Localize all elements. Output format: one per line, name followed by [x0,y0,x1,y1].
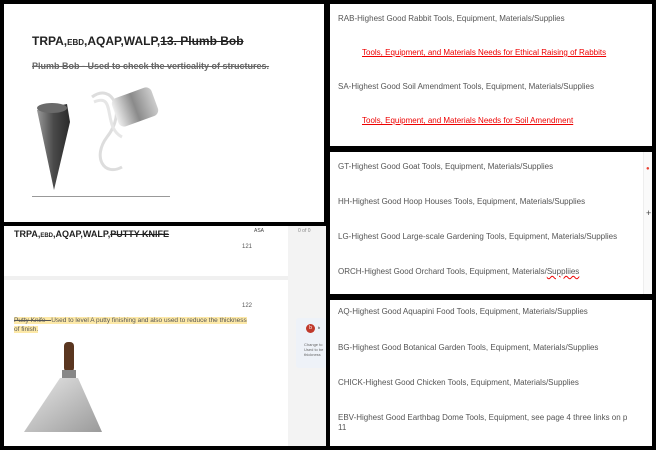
list-item: GT-Highest Good Goat Tools, Equipment, Materials/Supplies [338,162,554,171]
list-item: SA-Highest Good Soil Amendment Tools, Equipment, Materials/Supplies [338,82,594,91]
rabbit-soil-panel [330,4,652,146]
title-prefix: TRPA, [32,34,68,48]
avatar: b [306,324,315,333]
putty-knife-image [12,342,108,438]
comment-author: b [318,325,321,330]
plumb-bob-image [32,82,172,192]
divider [32,196,170,197]
slide-description: Plumb Bob - Used to check the verticality of structures. [32,61,270,71]
find-input[interactable]: ASA [254,228,265,234]
struck-label: Putty Knife - [14,317,52,324]
list-item: HH-Highest Good Hoop Houses Tools, Equipment, Materials/Supplies [338,197,586,206]
list-item: CHICK-Highest Good Chicken Tools, Equipment, Materials/Supplies [338,378,579,387]
title-small: EBD [40,233,54,239]
list-item: RAB-Highest Good Rabbit Tools, Equipment, Materials/Supplies [338,14,565,23]
google-icon[interactable]: ● [646,166,650,172]
list-item [338,267,579,276]
doc-title [14,229,169,239]
page-break [4,276,288,280]
comment-text: Change to Used to be thickness [304,342,324,357]
list-item: AQ-Highest Good Aquapini Food Tools, Equipment, Materials/Supplies [338,307,588,316]
page-number: 122 [242,303,253,309]
title-mid: ,AQAP,WALP, [53,229,111,239]
find-count: 0 of 0 [298,228,311,234]
soil-needs-link[interactable]: Tools, Equipment, and Materials Needs for Soil Amendment [362,116,574,125]
slide-title [32,34,244,48]
page-number: 121 [242,244,253,250]
highlighted-paragraph[interactable] [14,316,250,334]
list-item: EBV-Highest Good Earthbag Dome Tools, Equipment, see page 4 three links on p [338,413,628,422]
misspelled-word[interactable]: Suppliies [546,267,580,276]
title-prefix: TRPA, [14,229,41,239]
doc-page [4,226,288,446]
highlight-text: Used to level A putty finishing and also used to reduce the thickness of finish. [14,317,247,333]
rabbit-needs-link[interactable]: Tools, Equipment, and Materials Needs for Ethical Raising of Rabbits [362,48,607,57]
title-struck: 13. Plumb Bob [160,34,244,48]
orch-text: ORCH-Highest Good Orchard Tools, Equipment, Materials/ [338,267,547,276]
list-item: LG-Highest Good Large-scale Gardening Tools, Equipment, Materials/Supplies [338,232,618,241]
list-item-wrap: 11 [338,423,347,432]
aquapini-panel [330,300,652,446]
goat-orchard-panel [330,152,652,294]
list-item: BG-Highest Good Botanical Garden Tools, Equipment, Materials/Supplies [338,343,599,352]
plumb-bob-slide [4,4,324,222]
title-mid: ,AQAP,WALP, [84,34,161,48]
title-struck: PUTTY KNIFE [110,229,170,239]
title-small: EBD [67,38,84,47]
side-toolbar [643,152,652,294]
plus-icon[interactable]: + [646,208,652,218]
putty-knife-document [4,226,326,446]
